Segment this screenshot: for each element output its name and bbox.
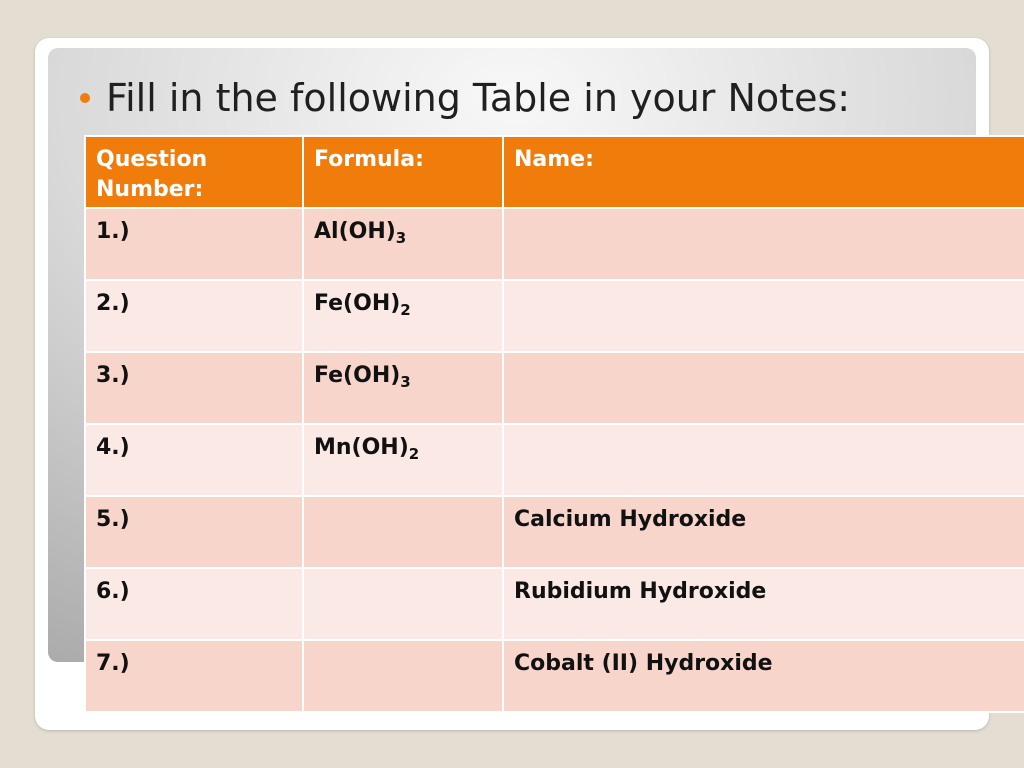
cell-name bbox=[503, 280, 1024, 352]
header-question-number: Question Number: bbox=[85, 136, 303, 208]
cell-formula bbox=[303, 424, 503, 496]
cell-name bbox=[503, 208, 1024, 280]
cell-formula bbox=[303, 568, 503, 640]
table-row bbox=[85, 352, 1024, 424]
cell-formula bbox=[303, 496, 503, 568]
cell-formula bbox=[303, 352, 503, 424]
table-row bbox=[85, 640, 1024, 712]
cell-question-number: 3.) bbox=[85, 352, 303, 424]
header-name: Name: bbox=[503, 136, 1024, 208]
table-row bbox=[85, 280, 1024, 352]
cell-question-number: 6.) bbox=[85, 568, 303, 640]
table-row bbox=[85, 424, 1024, 496]
cell-question-number: 5.) bbox=[85, 496, 303, 568]
slide-title: Fill in the following Table in your Notes: bbox=[106, 76, 851, 120]
formula-base: Fe(OH) bbox=[314, 291, 401, 316]
cell-formula bbox=[303, 280, 503, 352]
formula-base: Fe(OH) bbox=[314, 363, 401, 388]
title-row bbox=[80, 72, 850, 124]
cell-name bbox=[503, 424, 1024, 496]
cell-question-number: 4.) bbox=[85, 424, 303, 496]
formula-base: Al(OH) bbox=[314, 219, 396, 244]
formula-subscript: 2 bbox=[400, 301, 411, 319]
bullet-dot-icon bbox=[80, 93, 90, 103]
table-row bbox=[85, 568, 1024, 640]
formula-subscript: 3 bbox=[395, 229, 407, 247]
cell-name: Cobalt (II) Hydroxide bbox=[503, 640, 1024, 712]
notes-table bbox=[84, 135, 1024, 713]
formula-subscript: 2 bbox=[408, 445, 420, 463]
cell-formula bbox=[303, 640, 503, 712]
cell-name: Rubidium Hydroxide bbox=[503, 568, 1024, 640]
table-row bbox=[85, 496, 1024, 568]
cell-question-number: 2.) bbox=[85, 280, 303, 352]
formula-subscript: 3 bbox=[400, 373, 411, 391]
cell-name bbox=[503, 352, 1024, 424]
table-row bbox=[85, 208, 1024, 280]
header-formula: Formula: bbox=[303, 136, 503, 208]
formula-base: Mn(OH) bbox=[314, 435, 409, 460]
cell-question-number: 7.) bbox=[85, 640, 303, 712]
table-header-row bbox=[85, 136, 1024, 208]
cell-formula bbox=[303, 208, 503, 280]
cell-name: Calcium Hydroxide bbox=[503, 496, 1024, 568]
cell-question-number: 1.) bbox=[85, 208, 303, 280]
